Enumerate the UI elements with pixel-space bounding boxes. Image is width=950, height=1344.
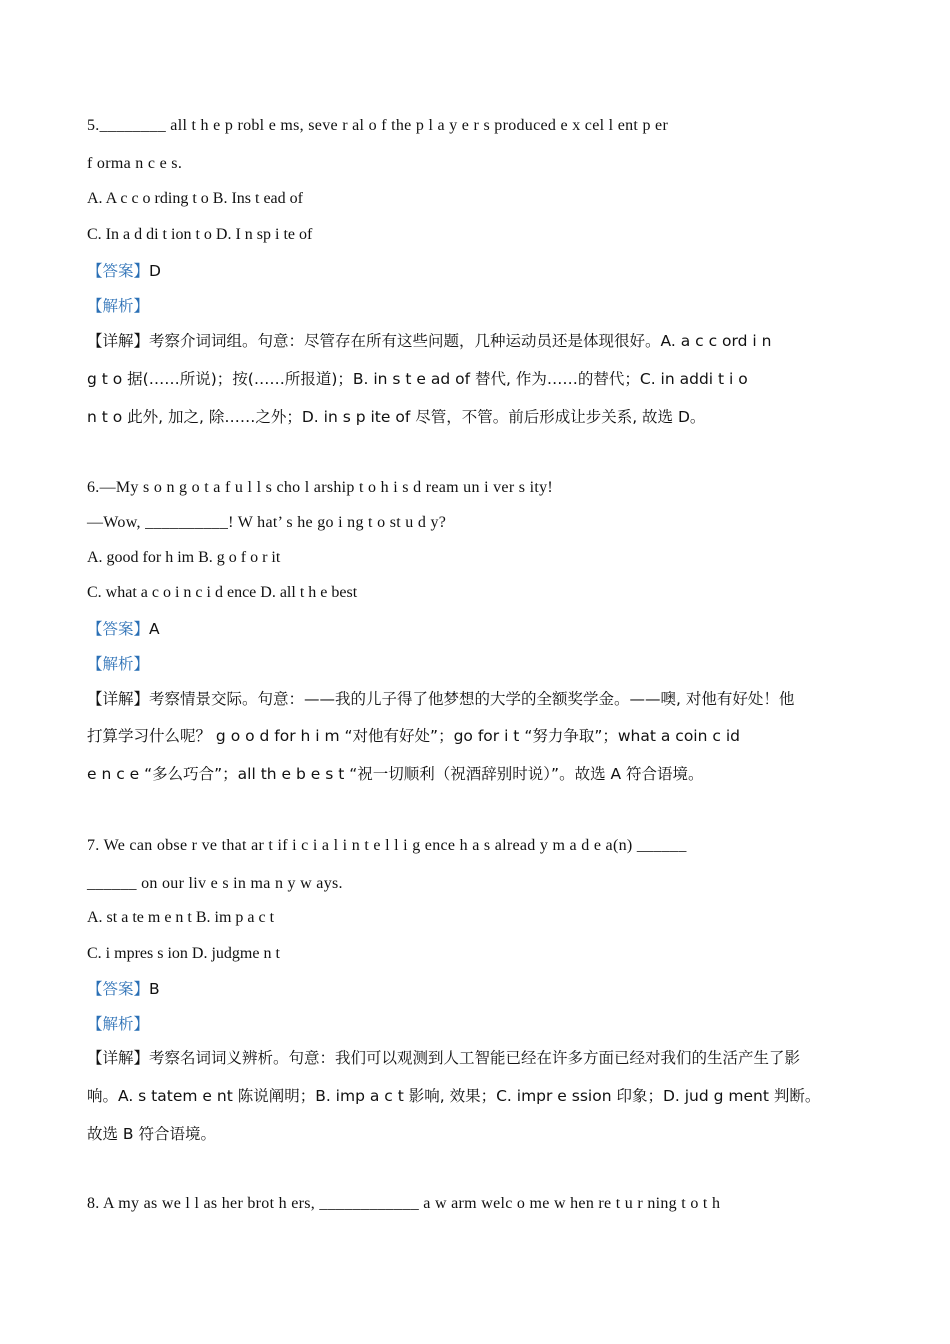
q6-analysis <box>87 653 890 676</box>
q6-detail-line3: e n c e “多么巧合”；all th e b e s t “祝一切顺利（祝酒辞别时说）”。故选 A 符合语境。 <box>87 765 704 783</box>
q8-stem-line1: 8. A my as we l l as her brot h ers, ____________ a w arm welc o me w hen re t u r ning t o t h <box>87 1195 721 1212</box>
detail-tag: 【详解】 <box>87 1049 150 1067</box>
analysis-tag: 【解析】 <box>87 297 150 315</box>
q6-stem-line1: 6.—My s o n g o t a f u l l s cho l arship t o h i s d ream un i ver s ity! <box>87 479 554 496</box>
q7-detail-line2: 响。A. s tatem e nt 陈说阐明；B. imp a c t 影响, 效果；C. impr e ssion 印象；D. jud g ment 判断。 <box>87 1087 821 1105</box>
analysis-tag: 【解析】 <box>87 1015 150 1033</box>
detail-text: 考察名词词义辨析。句意：我们可以观测到人工智能已经在许多方面已经对我们的生活产生了影 <box>149 1049 801 1067</box>
answer-tag: 【答案】 <box>87 620 150 638</box>
q7-options-cd: C. i mpres s ion D. judgme n t <box>87 945 280 962</box>
q6-detail-line1 <box>87 688 890 710</box>
analysis-tag: 【解析】 <box>87 655 150 673</box>
answer-tag: 【答案】 <box>87 980 150 998</box>
q5-detail-line3: n t o 此外, 加之, 除……之外；D. in s p ite of 尽管，不管。前后形成让步关系, 故选 D。 <box>87 408 706 426</box>
q6-detail-line2: 打算学习什么呢？ g o o d for h i m “对他有好处”；go for i t “努力争取”；what a coin c id <box>87 727 740 745</box>
answer-value: B <box>149 980 160 998</box>
q7-answer <box>87 978 890 1001</box>
q5-answer <box>87 260 890 283</box>
q7-detail-line1 <box>87 1047 890 1069</box>
q5-stem-line2: f orma n c e s. <box>87 155 183 172</box>
q5-options-cd: C. In a d di t ion t o D. I n sp i te of <box>87 226 313 243</box>
q7-stem-line2: ______ on our liv e s in ma n y w ays. <box>87 875 343 892</box>
q5-options-ab: A. A c c o rding t o B. Ins t ead of <box>87 190 303 207</box>
answer-value: D <box>149 262 161 280</box>
q6-stem-line2: —Wow, __________! W hat’ s he go i ng t o st u d y? <box>87 514 447 531</box>
q7-detail-line3: 故选 B 符合语境。 <box>87 1125 216 1143</box>
q7-options-ab: A. st a te m e n t B. im p a c t <box>87 909 275 926</box>
detail-tag: 【详解】 <box>87 690 150 708</box>
q5-analysis <box>87 295 890 318</box>
answer-value: A <box>149 620 160 638</box>
q6-options-ab: A. good for h im B. g o f o r it <box>87 549 281 566</box>
detail-text: 考察情景交际。句意：——我的儿子得了他梦想的大学的全额奖学金。——噢, 对他有好处！他 <box>149 690 795 708</box>
q7-analysis <box>87 1013 890 1036</box>
q6-options-cd: C. what a c o i n c i d ence D. all t h e best <box>87 584 358 601</box>
q7-stem-line1: 7. We can obse r ve that ar t if i c i a l i n t e l l i g ence h a s alread y m a d e a(n) ______ <box>87 837 687 854</box>
q5-detail-line1 <box>87 330 890 352</box>
answer-tag: 【答案】 <box>87 262 150 280</box>
q5-stem-line1: 5.________ all t h e p robl e ms, seve r al o f the p l a y e r s produced e x cel l ent p er <box>87 117 669 134</box>
detail-tag: 【详解】 <box>87 332 150 350</box>
q6-answer <box>87 618 890 641</box>
detail-text: 考察介词词组。句意：尽管存在所有这些问题，几种运动员还是体现很好。A. a c c ord i n <box>149 332 772 350</box>
q5-detail-line2: g t o 据(……所说)；按(……所报道)；B. in s t e ad of 替代, 作为……的替代；C. in addi t i o <box>87 370 748 388</box>
